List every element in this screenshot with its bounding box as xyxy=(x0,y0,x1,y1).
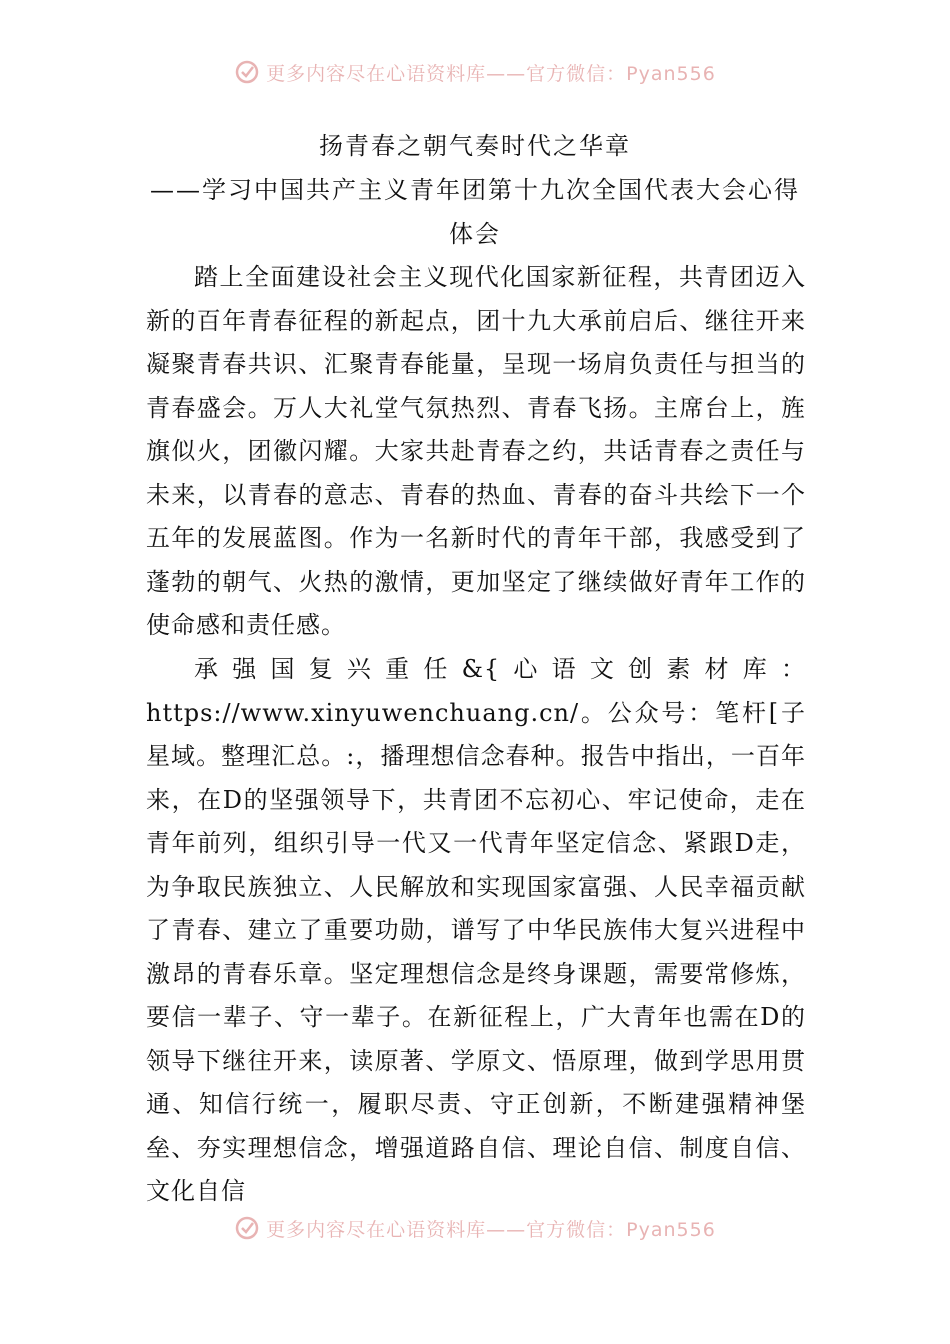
watermark-banner-bottom xyxy=(0,1208,950,1248)
body-paragraph-1: 踏上全面建设社会主义现代化国家新征程，共青团迈入新的百年青春征程的新起点，团十九大承前启后、继往开来凝聚青春共识、汇聚青春能量，呈现一场肩负责任与担当的青春盛会。万人大礼堂气氛热烈、青春飞扬。主席台上，旌旗似火，团徽闪耀。大家共赴青春之约，共话青春之责任与未来，以青春的意志、青春的热血、青春的奋斗共绘下一个五年的发展蓝图。作为一名新时代的青年干部，我感受到了蓬勃的朝气、火热的激情，更加坚定了继续做好青年工作的使命感和责任感。 xyxy=(146,263,806,639)
watermark-banner-top xyxy=(0,52,950,92)
page-title: 扬青春之朝气奏时代之华章 xyxy=(319,132,631,160)
banner-text: 更多内容尽在心语资料库——官方微信：Pyan556 xyxy=(266,1218,716,1241)
brand-logo-icon xyxy=(234,1215,260,1241)
banner-text: 更多内容尽在心语资料库——官方微信：Pyan556 xyxy=(266,62,716,85)
body-paragraph-2: 承强国复兴重任&{心语文创素材库：https://www.xinyuwenchuang.cn/。公众号：笔杆[子星域。整理汇总。:，播理想信念春种。报告中指出，一百年来，在D的坚强领导下，共青团不忘初心、牢记使命，走在青年前列，组织引导一代又一代青年坚定信念、紧跟D走，为争取民族独立、人民解放和实现国家富强、人民幸福贡献了青春、建立了重要功勋，谱写了中华民族伟大复兴进程中激昂的青春乐章。坚定理想信念是终身课题，需要常修炼，要信一辈子、守一辈子。在新征程上，广大青年也需在D的领导下继往开来，读原著、学原文、悟原理，做到学思用贯通、知信行统一，履职尽责、守正创新，不断建强精神堡垒、夯实理想信念，增强道路自信、理论自信、制度自信、文化自信 xyxy=(146,655,806,1205)
brand-logo-icon xyxy=(234,59,260,85)
page-subtitle: ——学习中国共产主义青年团第十九次全国代表大会心得 xyxy=(150,176,800,204)
page-subtitle-continued: 体会 xyxy=(449,220,501,248)
